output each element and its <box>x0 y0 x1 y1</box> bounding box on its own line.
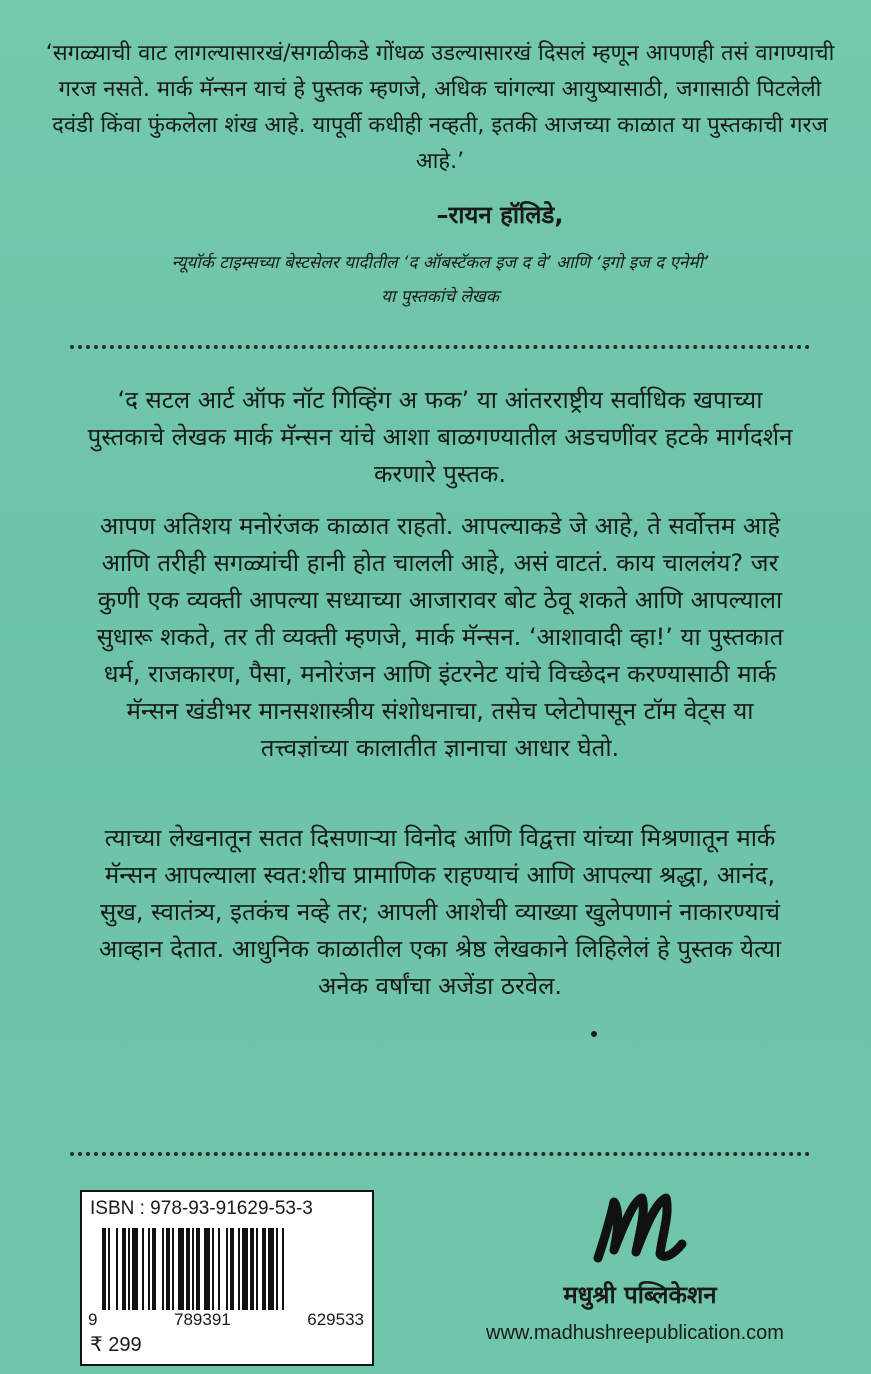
barcode-bar <box>102 1228 106 1310</box>
barcode-bar <box>162 1228 164 1310</box>
barcode-bar <box>226 1228 228 1310</box>
barcode-bar <box>196 1228 200 1310</box>
isbn-label: ISBN : 978-93-91629-53-3 <box>90 1198 313 1219</box>
barcode-bar <box>142 1228 144 1310</box>
endorsement-author: –रायन हॉलिडे, <box>436 201 564 229</box>
barcode-bar <box>132 1228 138 1310</box>
barcode-bar <box>186 1228 190 1310</box>
barcode-digits <box>88 1310 364 1330</box>
barcode-bar <box>242 1228 248 1310</box>
barcode-bar <box>262 1228 266 1310</box>
barcode-bar <box>128 1228 130 1310</box>
barcode-bar <box>230 1228 234 1310</box>
author-credit <box>60 246 820 314</box>
barcode-bar <box>238 1228 240 1310</box>
barcode-bar <box>192 1228 194 1310</box>
publisher-website: www.madhushreepublication.com <box>486 1322 784 1344</box>
author-credit-line2: या पुस्तकांचे लेखक <box>381 287 499 307</box>
barcode-bar <box>148 1228 150 1310</box>
barcode-bar <box>108 1228 110 1310</box>
dotted-divider-bottom <box>70 1152 810 1156</box>
blurb-paragraph-1: ‘द सटल आर्ट ऑफ नॉट गिव्हिंग अ फक’ या आंतरराष्ट्रीय सर्वाधिक खपाच्या पुस्तकाचे लेखक मार्क मॅन्सन यांचे आशा बाळगण्यातील अडचणींवर हटके मार्गदर्शन करणारे पुस्तक. <box>87 386 793 488</box>
barcode-bar <box>204 1228 210 1310</box>
barcode-digit-group-2: 789391 <box>174 1310 231 1329</box>
publisher-logo-icon <box>590 1180 690 1270</box>
price-label: ₹ 299 <box>90 1334 142 1356</box>
barcode-digit-group-1: 9 <box>88 1310 98 1329</box>
barcode-bar <box>256 1228 258 1310</box>
author-credit-line1: न्यूयॉर्क टाइम्सच्या बेस्टसेलर यादीतील ‘द ऑबस्टॅकल इज द वे’ आणि ‘इगो इज द एनेमी’ <box>171 253 709 273</box>
blurb-paragraph-2: आपण अतिशय मनोरंजक काळात राहतो. आपल्याकडे जे आहे, ते सर्वोत्तम आहे आणि तरीही सगळ्यांची हानी होत चालली आहे, असं वाटतं. काय चाललंय? जर कुणी एक व्यक्ती आपल्या सध्याच्या आजारावर बोट ठेवू शकते आणि आपल्याला सुधारू शकते, तर ती व्यक्ती म्हणजे, मार्क मॅन्सन. ‘आशावादी व्हा!’ या पुस्तकात धर्म, राजकारण, पैसा, मनोरंजन आणि इंटरनेट यांचे विच्छेदन करण्यासाठी मार्क मॅन्सन खंडीभर मानसशास्त्रीय संशोधनाचा, तसेच प्लेटोपासून टॉम वेट्स या तत्त्वज्ञांच्या कालातीत ज्ञानाचा आधार घेतो. <box>96 512 784 762</box>
barcode-bar <box>116 1228 118 1310</box>
print-dot <box>591 1031 597 1037</box>
barcode-icon <box>102 1228 352 1310</box>
barcode-bar <box>282 1228 284 1310</box>
barcode-digit-group-3: 629533 <box>307 1310 364 1329</box>
barcode-bar <box>268 1228 274 1310</box>
barcode-bar <box>276 1228 278 1310</box>
barcode-bar <box>172 1228 174 1310</box>
barcode-bar <box>218 1228 220 1310</box>
barcode-bar <box>178 1228 184 1310</box>
isbn-barcode-box <box>80 1190 374 1366</box>
barcode-bar <box>152 1228 156 1310</box>
blurb-paragraph-3: त्याच्या लेखनातून सतत दिसणाऱ्या विनोद आणि विद्वत्ता यांच्या मिश्रणातून मार्क मॅन्सन आपल्याला स्वत:शीच प्रामाणिक राहण्याचं आणि आपल्या श्रद्धा, आनंद, सुख, स्वातंत्र्य, इतकंच नव्हे तर; आपली आशेची व्याख्या खुलेपणानं नाकारण्याचं आव्हान देतात. आधुनिक काळातील एका श्रेष्ठ लेखकाने लिहिलेलं हे पुस्तक येत्या अनेक वर्षांचा अजेंडा ठरवेल. <box>98 824 782 1000</box>
barcode-bar <box>166 1228 170 1310</box>
barcode-bar <box>212 1228 214 1310</box>
barcode-bar <box>122 1228 126 1310</box>
dotted-divider-top <box>70 345 810 349</box>
endorsement-quote: ‘सगळ्याची वाट लागल्यासारखं/सगळीकडे गोंधळ उडल्यासारखं दिसलं म्हणून आपणही तसं वागण्याची गरज नसते. मार्क मॅन्सन याचं हे पुस्तक म्हणजे, अधिक चांगल्या आयुष्यासाठी, जगासाठी पिटलेली दवंडी किंवा फुंकलेला शंख आहे. यापूर्वी कधीही नव्हती, इतकी आजच्या काळात या पुस्तकाची गरज आहे.’ <box>45 41 835 174</box>
publisher-name: मधुश्री पब्लिकेशन <box>563 1281 717 1309</box>
barcode-bar <box>250 1228 254 1310</box>
